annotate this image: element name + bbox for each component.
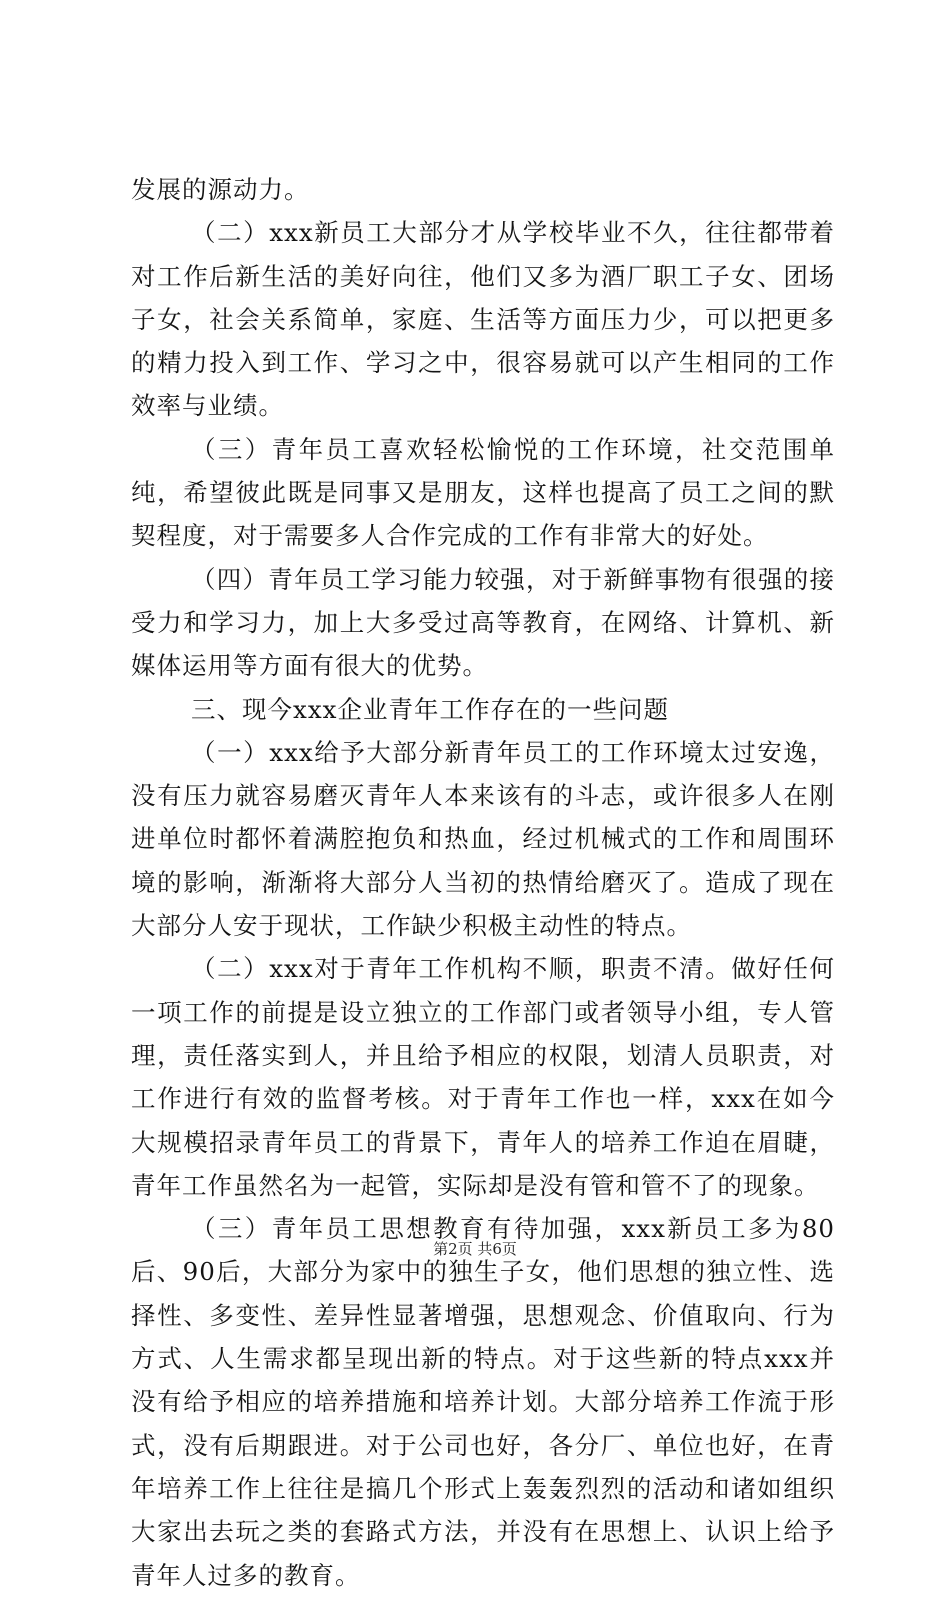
- problem-item-2: （二）xxx对于青年工作机构不顺，职责不清。做好任何一项工作的前提是设立独立的工作部门或者领导小组，专人管理，责任落实到人，并且给予相应的权限，划清人员职责，对工作进行有效的监督考核。对于青年工作也一样，xxx在如今大规模招录青年员工的背景下，青年人的培养工作迫在眉睫，青年工作虽然名为一起管，实际却是没有管和管不了的现象。: [131, 954, 835, 1200]
- section-heading: 三、现今xxx企业青年工作存在的一些问题: [191, 694, 669, 724]
- problem-item-1: （一）xxx给予大部分新青年员工的工作环境太过安逸，没有压力就容易磨灭青年人本来该有的斗志，或许很多人在刚进单位时都怀着满腔抱负和热血，经过机械式的工作和周围环境的影响，渐渐将大部分人当初的热情给磨灭了。造成了现在大部分人安于现状，工作缺少积极主动性的特点。: [131, 737, 835, 941]
- paragraph-item-2: （二）xxx新员工大部分才从学校毕业不久，往往都带着对工作后新生活的美好向往，他们又多为酒厂职工子女、团场子女，社会关系简单，家庭、生活等方面压力少，可以把更多的精力投入到工作、学习之中，很容易就可以产生相同的工作效率与业绩。: [131, 218, 835, 421]
- page-number-footer: 第2页 共6页: [433, 1240, 517, 1258]
- problem-item-3: （三）青年员工思想教育有待加强，xxx新员工多为80后、90后，大部分为家中的独生子女，他们思想的独立性、选择性、多变性、差异性显著增强，思想观念、价值取向、行为方式、人生需求都呈现出新的特点。对于这些新的特点xxx并没有给予相应的培养措施和培养计划。大部分培养工作流于形式，没有后期跟进。对于公司也好，各分厂、单位也好，在青年培养工作上往往是搞几个形式上轰轰烈烈的活动和诸如组织大家出去玩之类的套路式方法，并没有在思想上、认识上给予青年人过多的教育。: [131, 1214, 835, 1590]
- paragraph-continuation: 发展的源动力。: [131, 175, 310, 204]
- document-body: [131, 168, 835, 1597]
- paragraph-item-3: （三）青年员工喜欢轻松愉悦的工作环境，社交范围单纯，希望彼此既是同事又是朋友，这样也提高了员工之间的默契程度，对于需要多人合作完成的工作有非常大的好处。: [131, 434, 835, 551]
- paragraph-item-4: （四）青年员工学习能力较强，对于新鲜事物有很强的接受力和学习力，加上大多受过高等教育，在网络、计算机、新媒体运用等方面有很大的优势。: [131, 564, 835, 681]
